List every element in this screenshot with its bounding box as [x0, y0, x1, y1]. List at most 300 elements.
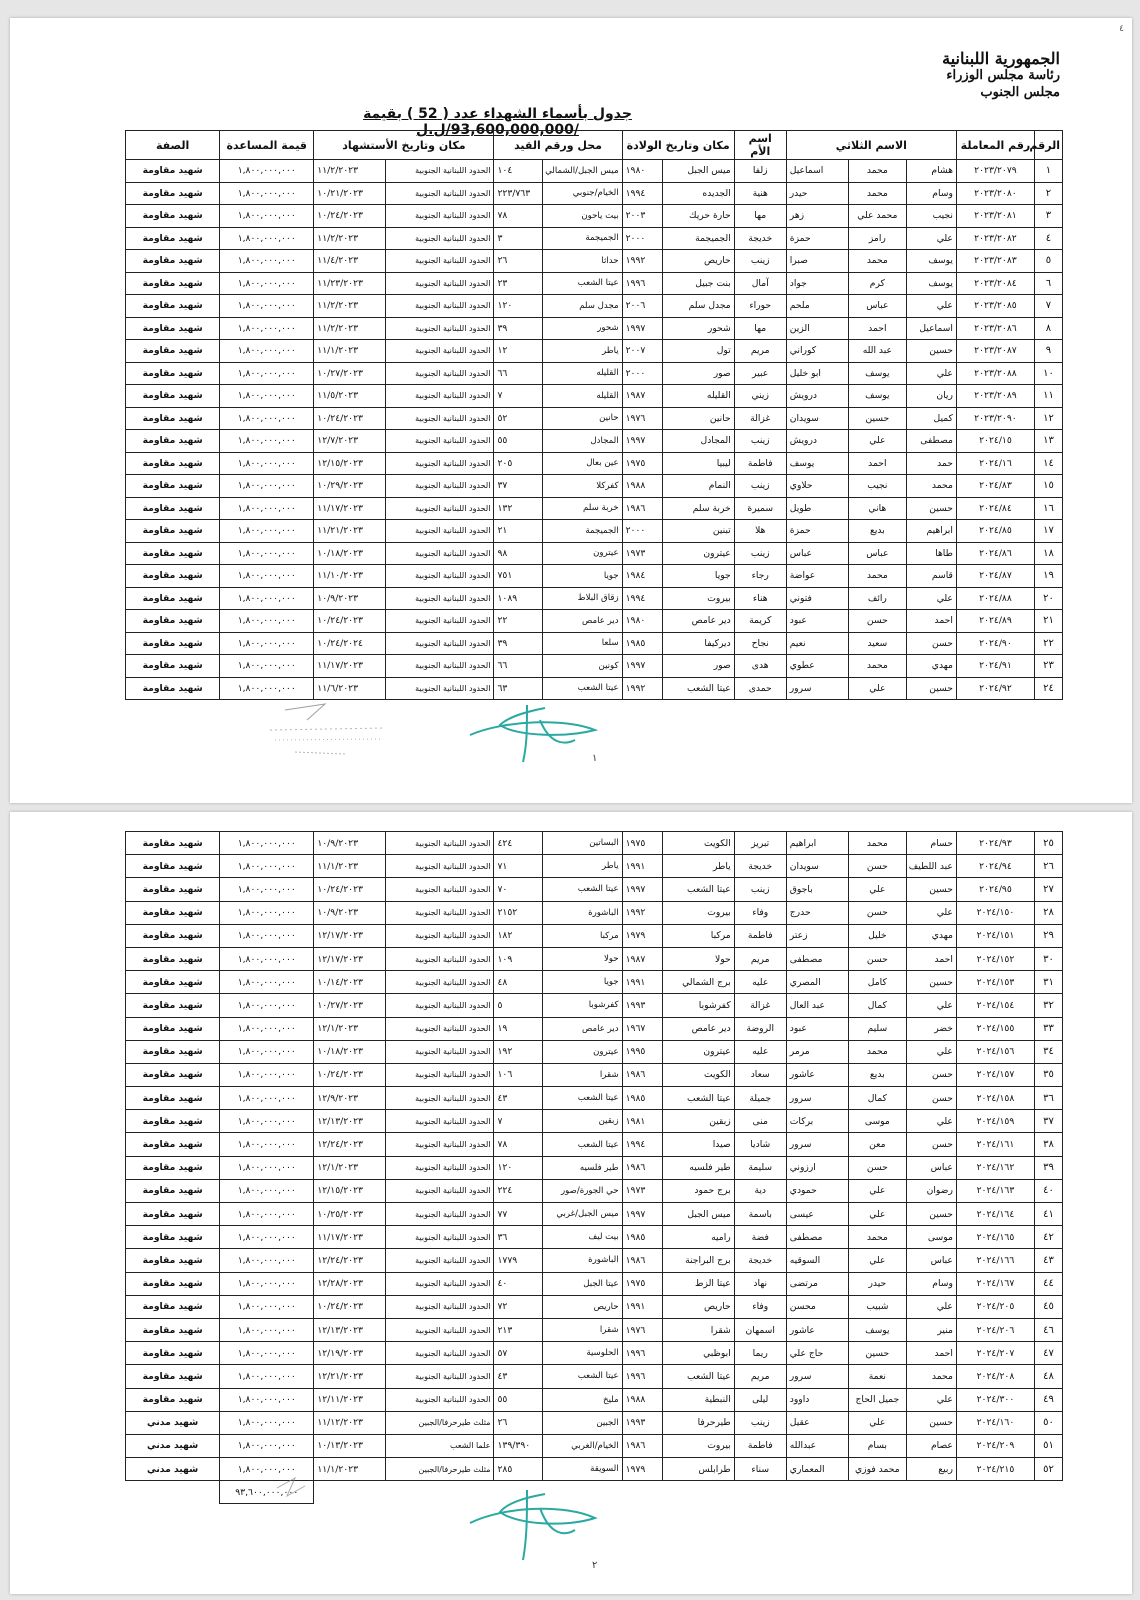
cell-index: ٢: [1034, 182, 1062, 205]
cell-transaction: ٢٠٢٤/٨٩: [956, 610, 1034, 633]
cell-registry-number: ٥: [494, 994, 542, 1017]
cell-registry-number: ٩٨: [494, 542, 542, 565]
cell-father-name: يوسف: [848, 1318, 906, 1341]
cell-status: شهيد مقاومة: [126, 1017, 220, 1040]
header-transaction: رقم المعاملة: [956, 131, 1034, 160]
cell-martyrdom-place: الحدود اللبنانية الجنوبية: [386, 160, 494, 183]
cell-birth-year: ٢٠٠٧: [622, 340, 662, 363]
cell-father-name: علي: [848, 878, 906, 901]
table-row: [126, 971, 1063, 994]
cell-first-name: عبد اللطيف: [906, 855, 956, 878]
stamp-and-signature: [265, 690, 625, 775]
cell-birth-place: بنت جبيل: [662, 272, 734, 295]
cell-registry-number: ٧١: [494, 855, 542, 878]
cell-first-name: علي: [906, 1040, 956, 1063]
cell-transaction: ٢٠٢٤/١٥٩: [956, 1110, 1034, 1133]
cell-transaction: ٢٠٢٤/٢٠٥: [956, 1295, 1034, 1318]
cell-index: ٢٩: [1034, 924, 1062, 947]
cell-father-name: محمد: [848, 160, 906, 183]
cell-father-name: محمد: [848, 1040, 906, 1063]
cell-amount: ١,٨٠٠,٠٠٠,٠٠٠: [220, 1388, 314, 1411]
cell-birth-year: ١٩٧٦: [622, 1318, 662, 1341]
cell-birth-place: ابوظبي: [662, 1342, 734, 1365]
cell-father-name: بسام: [848, 1434, 906, 1457]
cell-father-name: حسين: [848, 1342, 906, 1365]
cell-martyrdom-place: الحدود اللبنانية الجنوبية: [386, 272, 494, 295]
cell-martyrdom-place: الحدود اللبنانية الجنوبية: [386, 1249, 494, 1272]
table-row: [126, 855, 1063, 878]
cell-status: شهيد مقاومة: [126, 542, 220, 565]
cell-amount: ١,٨٠٠,٠٠٠,٠٠٠: [220, 362, 314, 385]
cell-martyrdom-date: ١١/٢/٢٠٢٣: [314, 295, 386, 318]
cell-martyrdom-date: ١٠/٢٩/٢٠٢٣: [314, 475, 386, 498]
table-row: [126, 340, 1063, 363]
cell-index: ٣٦: [1034, 1087, 1062, 1110]
cell-registry-number: ٧٢: [494, 1295, 542, 1318]
cell-father-name: كمال: [848, 994, 906, 1017]
cell-birth-place: تبنين: [662, 520, 734, 543]
cell-mother-name: ريما: [734, 1342, 786, 1365]
cell-birth-year: ١٩٩٧: [622, 430, 662, 453]
cell-index: ٣: [1034, 205, 1062, 228]
cell-index: ٤٤: [1034, 1272, 1062, 1295]
cell-martyrdom-date: ١١/١٠/٢٠٢٣: [314, 565, 386, 588]
cell-status: شهيد مقاومة: [126, 182, 220, 205]
cell-mother-name: فاطمة: [734, 452, 786, 475]
cell-martyrdom-place: الحدود اللبنانية الجنوبية: [386, 878, 494, 901]
header-registry: محل ورقم القيد: [494, 131, 622, 160]
table-row: [126, 1179, 1063, 1202]
document-title: جدول بأسماء الشهداء عدد ( 52 ) بقيمة /93,600,000,000/ل.ل: [363, 106, 632, 138]
cell-transaction: ٢٠٢٤/٩٢: [956, 677, 1034, 700]
cell-martyrdom-date: ١١/٢٣/٢٠٢٣: [314, 272, 386, 295]
cell-family-name: حمزة: [786, 227, 848, 250]
cell-status: شهيد مقاومة: [126, 1063, 220, 1086]
cell-mother-name: حوراء: [734, 295, 786, 318]
cell-birth-place: المجادل: [662, 430, 734, 453]
cell-status: شهيد مقاومة: [126, 947, 220, 970]
cell-birth-year: ٢٠٠٠: [622, 362, 662, 385]
cell-birth-year: ١٩٨٥: [622, 1087, 662, 1110]
cell-index: ٢٦: [1034, 855, 1062, 878]
cell-mother-name: هلا: [734, 520, 786, 543]
cell-transaction: ٢٠٢٤/١٥٦: [956, 1040, 1034, 1063]
cell-amount: ١,٨٠٠,٠٠٠,٠٠٠: [220, 587, 314, 610]
cell-status: شهيد مقاومة: [126, 1365, 220, 1388]
cell-status: شهيد مقاومة: [126, 1110, 220, 1133]
cell-birth-year: ١٩٨٦: [622, 1063, 662, 1086]
cell-father-name: معن: [848, 1133, 906, 1156]
cell-amount: ١,٨٠٠,٠٠٠,٠٠٠: [220, 901, 314, 924]
cell-mother-name: خديجة: [734, 855, 786, 878]
cell-family-name: درويش: [786, 385, 848, 408]
cell-father-name: كمال: [848, 1087, 906, 1110]
cell-index: ٢٤: [1034, 677, 1062, 700]
cell-transaction: ٢٠٢٤/١٦٥: [956, 1226, 1034, 1249]
cell-martyrdom-date: ١٠/٢٤/٢٠٢٣: [314, 407, 386, 430]
cell-transaction: ٢٠٢٤/١٥: [956, 430, 1034, 453]
cell-registry-place: شحور: [542, 317, 622, 340]
cell-first-name: ربيع: [906, 1458, 956, 1481]
cell-martyrdom-place: الحدود اللبنانية الجنوبية: [386, 610, 494, 633]
cell-first-name: عباس: [906, 1249, 956, 1272]
cell-amount: ١,٨٠٠,٠٠٠,٠٠٠: [220, 385, 314, 408]
cell-registry-number: ١٢: [494, 340, 542, 363]
cell-registry-place: الجبين: [542, 1411, 622, 1434]
cell-mother-name: زلفا: [734, 160, 786, 183]
cell-family-name: حمودي: [786, 1179, 848, 1202]
table-row: [126, 947, 1063, 970]
cell-amount: ١,٨٠٠,٠٠٠,٠٠٠: [220, 1203, 314, 1226]
cell-birth-place: صور: [662, 362, 734, 385]
cell-birth-place: حارة حريك: [662, 205, 734, 228]
cell-registry-number: ١٠٤: [494, 160, 542, 183]
cell-amount: ١,٨٠٠,٠٠٠,٠٠٠: [220, 452, 314, 475]
cell-index: ٤١: [1034, 1203, 1062, 1226]
cell-registry-place: القليله: [542, 385, 622, 408]
table-row: [126, 1295, 1063, 1318]
cell-index: ٣٣: [1034, 1017, 1062, 1040]
cell-father-name: حسين: [848, 407, 906, 430]
cell-status: شهيد مقاومة: [126, 452, 220, 475]
table-row: [126, 227, 1063, 250]
cell-mother-name: هناء: [734, 587, 786, 610]
cell-martyrdom-date: ١١/٢/٢٠٢٣: [314, 160, 386, 183]
cell-family-name: ابو خليل: [786, 362, 848, 385]
cell-registry-place: عيترون: [542, 1040, 622, 1063]
cell-index: ١٨: [1034, 542, 1062, 565]
cell-index: ٢٣: [1034, 655, 1062, 678]
cell-martyrdom-date: ١١/١/٢٠٢٣: [314, 1458, 386, 1481]
cell-martyrdom-date: ١٠/٩/٢٠٢٣: [314, 901, 386, 924]
cell-family-name: ابراهيم: [786, 832, 848, 855]
cell-registry-number: ١٠٦: [494, 1063, 542, 1086]
cell-mother-name: وفاء: [734, 901, 786, 924]
cell-amount: ١,٨٠٠,٠٠٠,٠٠٠: [220, 295, 314, 318]
cell-index: ٣٢: [1034, 994, 1062, 1017]
header-birth: مكان وتاريخ الولادة: [622, 131, 734, 160]
cell-martyrdom-date: ١٠/٢٧/٢٠٢٣: [314, 362, 386, 385]
cell-mother-name: مريم: [734, 1365, 786, 1388]
cell-first-name: حسن: [906, 1087, 956, 1110]
cell-martyrdom-place: الحدود اللبنانية الجنوبية: [386, 1179, 494, 1202]
cell-father-name: محمد: [848, 565, 906, 588]
cell-status: شهيد مقاومة: [126, 994, 220, 1017]
cell-registry-place: عين بعال: [542, 452, 622, 475]
cell-martyrdom-date: ١٠/٩/٢٠٢٣: [314, 587, 386, 610]
cell-transaction: ٢٠٢٤/١٦١: [956, 1133, 1034, 1156]
cell-amount: ١,٨٠٠,٠٠٠,٠٠٠: [220, 1272, 314, 1295]
cell-status: شهيد مقاومة: [126, 1318, 220, 1341]
cell-registry-number: ١٢٠: [494, 1156, 542, 1179]
cell-first-name: حسين: [906, 1203, 956, 1226]
cell-mother-name: تبريز: [734, 832, 786, 855]
cell-birth-place: كفرشوبا: [662, 994, 734, 1017]
cell-martyrdom-place: الحدود اللبنانية الجنوبية: [386, 924, 494, 947]
cell-martyrdom-date: ١٠/٢٤/٢٠٢٤: [314, 632, 386, 655]
cell-mother-name: اسمهان: [734, 1318, 786, 1341]
cell-registry-number: ٤٠: [494, 1272, 542, 1295]
cell-amount: ١,٨٠٠,٠٠٠,٠٠٠: [220, 497, 314, 520]
cell-family-name: داوود: [786, 1388, 848, 1411]
cell-father-name: محمد: [848, 250, 906, 273]
cell-family-name: السوقيه: [786, 1249, 848, 1272]
cell-family-name: زهر: [786, 205, 848, 228]
cell-registry-number: ٧٨: [494, 205, 542, 228]
cell-birth-year: ١٩٦٧: [622, 1017, 662, 1040]
cell-index: ٩: [1034, 340, 1062, 363]
table-row: [126, 832, 1063, 855]
cell-status: شهيد مقاومة: [126, 1040, 220, 1063]
cell-status: شهيد مقاومة: [126, 475, 220, 498]
cell-birth-place: برج الشمالي: [662, 971, 734, 994]
cell-registry-number: ٥٥: [494, 430, 542, 453]
cell-mother-name: زينب: [734, 475, 786, 498]
cell-martyrdom-place: الحدود اللبنانية الجنوبية: [386, 855, 494, 878]
cell-birth-place: عيترون: [662, 1040, 734, 1063]
cell-birth-year: ١٩٩١: [622, 855, 662, 878]
cell-index: ٣٧: [1034, 1110, 1062, 1133]
cell-birth-place: عيتا الزط: [662, 1272, 734, 1295]
cell-birth-place: حولا: [662, 947, 734, 970]
cell-registry-place: عيتا الشعب: [542, 878, 622, 901]
cell-index: ٥: [1034, 250, 1062, 273]
cell-birth-place: صيدا: [662, 1133, 734, 1156]
cell-status: شهيد مقاومة: [126, 340, 220, 363]
cell-transaction: ٢٠٢٣/٢٠٨٥: [956, 295, 1034, 318]
cell-mother-name: فاطمة: [734, 924, 786, 947]
cell-birth-year: ١٩٩١: [622, 971, 662, 994]
cell-transaction: ٢٠٢٤/٢١٥: [956, 1458, 1034, 1481]
cell-father-name: حسن: [848, 1156, 906, 1179]
cell-birth-place: تول: [662, 340, 734, 363]
cell-birth-year: ١٩٨١: [622, 1110, 662, 1133]
table-row: [126, 160, 1063, 183]
cell-registry-number: ٤٣: [494, 1087, 542, 1110]
cell-martyrdom-place: مثلث طيرحرفا/الجبين: [386, 1458, 494, 1481]
cell-martyrdom-place: الحدود اللبنانية الجنوبية: [386, 994, 494, 1017]
cell-martyrdom-place: الحدود اللبنانية الجنوبية: [386, 632, 494, 655]
cell-registry-place: دير عامص: [542, 1017, 622, 1040]
cell-registry-place: كفرشوبا: [542, 994, 622, 1017]
cell-registry-number: ١٣٢: [494, 497, 542, 520]
cell-birth-year: ١٩٩٧: [622, 655, 662, 678]
cell-registry-place: مليخ: [542, 1388, 622, 1411]
cell-amount: ١,٨٠٠,٠٠٠,٠٠٠: [220, 407, 314, 430]
cell-family-name: زعتر: [786, 924, 848, 947]
cell-index: ٦: [1034, 272, 1062, 295]
cell-martyrdom-date: ١١/٢١/٢٠٢٣: [314, 520, 386, 543]
cell-first-name: عصام: [906, 1434, 956, 1457]
cell-birth-place: طرابلس: [662, 1458, 734, 1481]
cell-father-name: عباس: [848, 295, 906, 318]
cell-first-name: حسين: [906, 878, 956, 901]
table-row: [126, 542, 1063, 565]
cell-family-name: نعيم: [786, 632, 848, 655]
cell-birth-year: ١٩٨٤: [622, 565, 662, 588]
cell-mother-name: غزالة: [734, 994, 786, 1017]
cell-status: شهيد مقاومة: [126, 878, 220, 901]
cell-registry-number: ٣٧: [494, 475, 542, 498]
cell-transaction: ٢٠٢٤/١٦٢: [956, 1156, 1034, 1179]
cell-status: شهيد مقاومة: [126, 250, 220, 273]
cell-mother-name: عليه: [734, 971, 786, 994]
cell-birth-place: حاريص: [662, 250, 734, 273]
cell-birth-year: ١٩٨٨: [622, 475, 662, 498]
cell-amount: ١,٨٠٠,٠٠٠,٠٠٠: [220, 1017, 314, 1040]
table-row: [126, 430, 1063, 453]
cell-family-name: صبرا: [786, 250, 848, 273]
cell-family-name: حمزة: [786, 520, 848, 543]
cell-amount: ١,٨٠٠,٠٠٠,٠٠٠: [220, 832, 314, 855]
cell-transaction: ٢٠٢٤/١٦٦: [956, 1249, 1034, 1272]
cell-transaction: ٢٠٢٣/٢٠٩٠: [956, 407, 1034, 430]
cell-martyrdom-place: الحدود اللبنانية الجنوبية: [386, 1087, 494, 1110]
cell-registry-number: ٦٦: [494, 362, 542, 385]
cell-status: شهيد مقاومة: [126, 832, 220, 855]
cell-first-name: حسين: [906, 340, 956, 363]
letterhead: [900, 50, 1060, 101]
cell-martyrdom-place: علما الشعب: [386, 1434, 494, 1457]
cell-father-name: علي: [848, 677, 906, 700]
cell-status: شهيد مقاومة: [126, 1388, 220, 1411]
cell-martyrdom-place: الحدود اللبنانية الجنوبية: [386, 1156, 494, 1179]
cell-martyrdom-date: ١٠/٩/٢٠٢٣: [314, 832, 386, 855]
cell-first-name: يوسف: [906, 272, 956, 295]
page-number: ١: [592, 753, 598, 764]
cell-transaction: ٢٠٢٤/٢٠٧: [956, 1342, 1034, 1365]
cell-registry-number: ٢٦: [494, 1411, 542, 1434]
cell-registry-number: ٥٢: [494, 407, 542, 430]
cell-registry-number: ٢٢٣/٧٦٣: [494, 182, 542, 205]
cell-index: ٢٢: [1034, 632, 1062, 655]
cell-amount: ١,٨٠٠,٠٠٠,٠٠٠: [220, 272, 314, 295]
cell-martyrdom-date: ١١/٢/٢٠٢٣: [314, 317, 386, 340]
cell-registry-number: ١٠٨٩: [494, 587, 542, 610]
cell-registry-number: ٧٥١: [494, 565, 542, 588]
table-row: [126, 295, 1063, 318]
cell-amount: ١,٨٠٠,٠٠٠,٠٠٠: [220, 565, 314, 588]
cell-mother-name: هنية: [734, 182, 786, 205]
cell-first-name: مصطفى: [906, 430, 956, 453]
cell-martyrdom-date: ١١/١/٢٠٢٣: [314, 340, 386, 363]
cell-first-name: حسام: [906, 832, 956, 855]
cell-registry-place: دير عامص: [542, 610, 622, 633]
cell-first-name: حسين: [906, 677, 956, 700]
cell-index: ٤٩: [1034, 1388, 1062, 1411]
cell-birth-place: عيتا الشعب: [662, 677, 734, 700]
cell-registry-number: ١٩: [494, 1017, 542, 1040]
cell-index: ١٥: [1034, 475, 1062, 498]
cell-registry-number: ٢١٥٢: [494, 901, 542, 924]
cell-martyrdom-date: ١٢/٢١/٢٠٢٣: [314, 1365, 386, 1388]
cell-martyrdom-place: الحدود اللبنانية الجنوبية: [386, 1063, 494, 1086]
cell-birth-year: ١٩٩٧: [622, 1203, 662, 1226]
cell-birth-year: ١٩٩٢: [622, 901, 662, 924]
cell-first-name: علي: [906, 1110, 956, 1133]
table-row: [126, 610, 1063, 633]
cell-transaction: ٢٠٢٤/١٦٣: [956, 1179, 1034, 1202]
cell-registry-number: ٢١: [494, 520, 542, 543]
cell-registry-place: ياطر: [542, 340, 622, 363]
cell-martyrdom-place: الحدود اللبنانية الجنوبية: [386, 475, 494, 498]
cell-birth-year: ١٩٨٧: [622, 947, 662, 970]
cell-birth-year: ١٩٨٦: [622, 1156, 662, 1179]
table-row: [126, 475, 1063, 498]
cell-martyrdom-date: ١٢/١٩/٢٠٢٣: [314, 1342, 386, 1365]
cell-status: شهيد مقاومة: [126, 1087, 220, 1110]
cell-mother-name: الروضة: [734, 1017, 786, 1040]
cell-birth-year: ١٩٧٣: [622, 542, 662, 565]
cell-index: ٣٥: [1034, 1063, 1062, 1086]
cell-index: ٤٧: [1034, 1342, 1062, 1365]
cell-martyrdom-place: الحدود اللبنانية الجنوبية: [386, 1040, 494, 1063]
cell-first-name: اسماعيل: [906, 317, 956, 340]
cell-birth-place: القليله: [662, 385, 734, 408]
table-row: [126, 1040, 1063, 1063]
cell-mother-name: ليلى: [734, 1388, 786, 1411]
cell-registry-number: ٤٢٤: [494, 832, 542, 855]
cell-amount: ١,٨٠٠,٠٠٠,٠٠٠: [220, 1342, 314, 1365]
document-page-2: [10, 812, 1132, 1594]
martyrs-table-page-1: [125, 130, 1063, 700]
table-row: [126, 1063, 1063, 1086]
cell-registry-place: سلعا: [542, 632, 622, 655]
page-number: ٢: [592, 1560, 598, 1571]
cell-family-name: عطوي: [786, 655, 848, 678]
cell-martyrdom-place: الحدود اللبنانية الجنوبية: [386, 295, 494, 318]
cell-transaction: ٢٠٢٤/١٥١: [956, 924, 1034, 947]
cell-transaction: ٢٠٢٣/٢٠٨٢: [956, 227, 1034, 250]
cell-martyrdom-date: ١٠/٢٤/٢٠٢٣: [314, 610, 386, 633]
cell-registry-number: ٣: [494, 227, 542, 250]
cell-status: شهيد مقاومة: [126, 1156, 220, 1179]
cell-status: شهيد مدني: [126, 1411, 220, 1434]
cell-father-name: كامل: [848, 971, 906, 994]
cell-registry-number: ١٢٠: [494, 295, 542, 318]
cell-first-name: نجيب: [906, 205, 956, 228]
cell-first-name: محمد: [906, 1365, 956, 1388]
cell-registry-place: كونين: [542, 655, 622, 678]
cell-mother-name: زينب: [734, 430, 786, 453]
cell-martyrdom-place: الحدود اللبنانية الجنوبية: [386, 227, 494, 250]
cell-transaction: ٢٠٢٤/١٦٤: [956, 1203, 1034, 1226]
table-row: [126, 362, 1063, 385]
cell-index: ٣٩: [1034, 1156, 1062, 1179]
cell-index: ٤٠: [1034, 1179, 1062, 1202]
cell-registry-place: مجدل سلم: [542, 295, 622, 318]
cell-registry-place: الخيام/الغربي: [542, 1434, 622, 1457]
cell-family-name: الزين: [786, 317, 848, 340]
cell-family-name: مصطفى: [786, 1226, 848, 1249]
cell-family-name: عاشور: [786, 1318, 848, 1341]
cell-amount: ١,٨٠٠,٠٠٠,٠٠٠: [220, 475, 314, 498]
header-index: الرقم: [1034, 131, 1062, 160]
cell-index: ١١: [1034, 385, 1062, 408]
table-row: [126, 1110, 1063, 1133]
cell-status: شهيد مقاومة: [126, 362, 220, 385]
cell-transaction: ٢٠٢٣/٢٠٨٩: [956, 385, 1034, 408]
cell-registry-number: ٤٣: [494, 1365, 542, 1388]
table-row: [126, 565, 1063, 588]
cell-family-name: عبود: [786, 1017, 848, 1040]
cell-registry-number: ١٧٧٩: [494, 1249, 542, 1272]
cell-birth-place: عيترون: [662, 542, 734, 565]
table-row: [126, 994, 1063, 1017]
cell-birth-place: برج حمود: [662, 1179, 734, 1202]
cell-martyrdom-date: ١٢/١٧/٢٠٢٣: [314, 924, 386, 947]
cell-registry-place: خربة سلم: [542, 497, 622, 520]
